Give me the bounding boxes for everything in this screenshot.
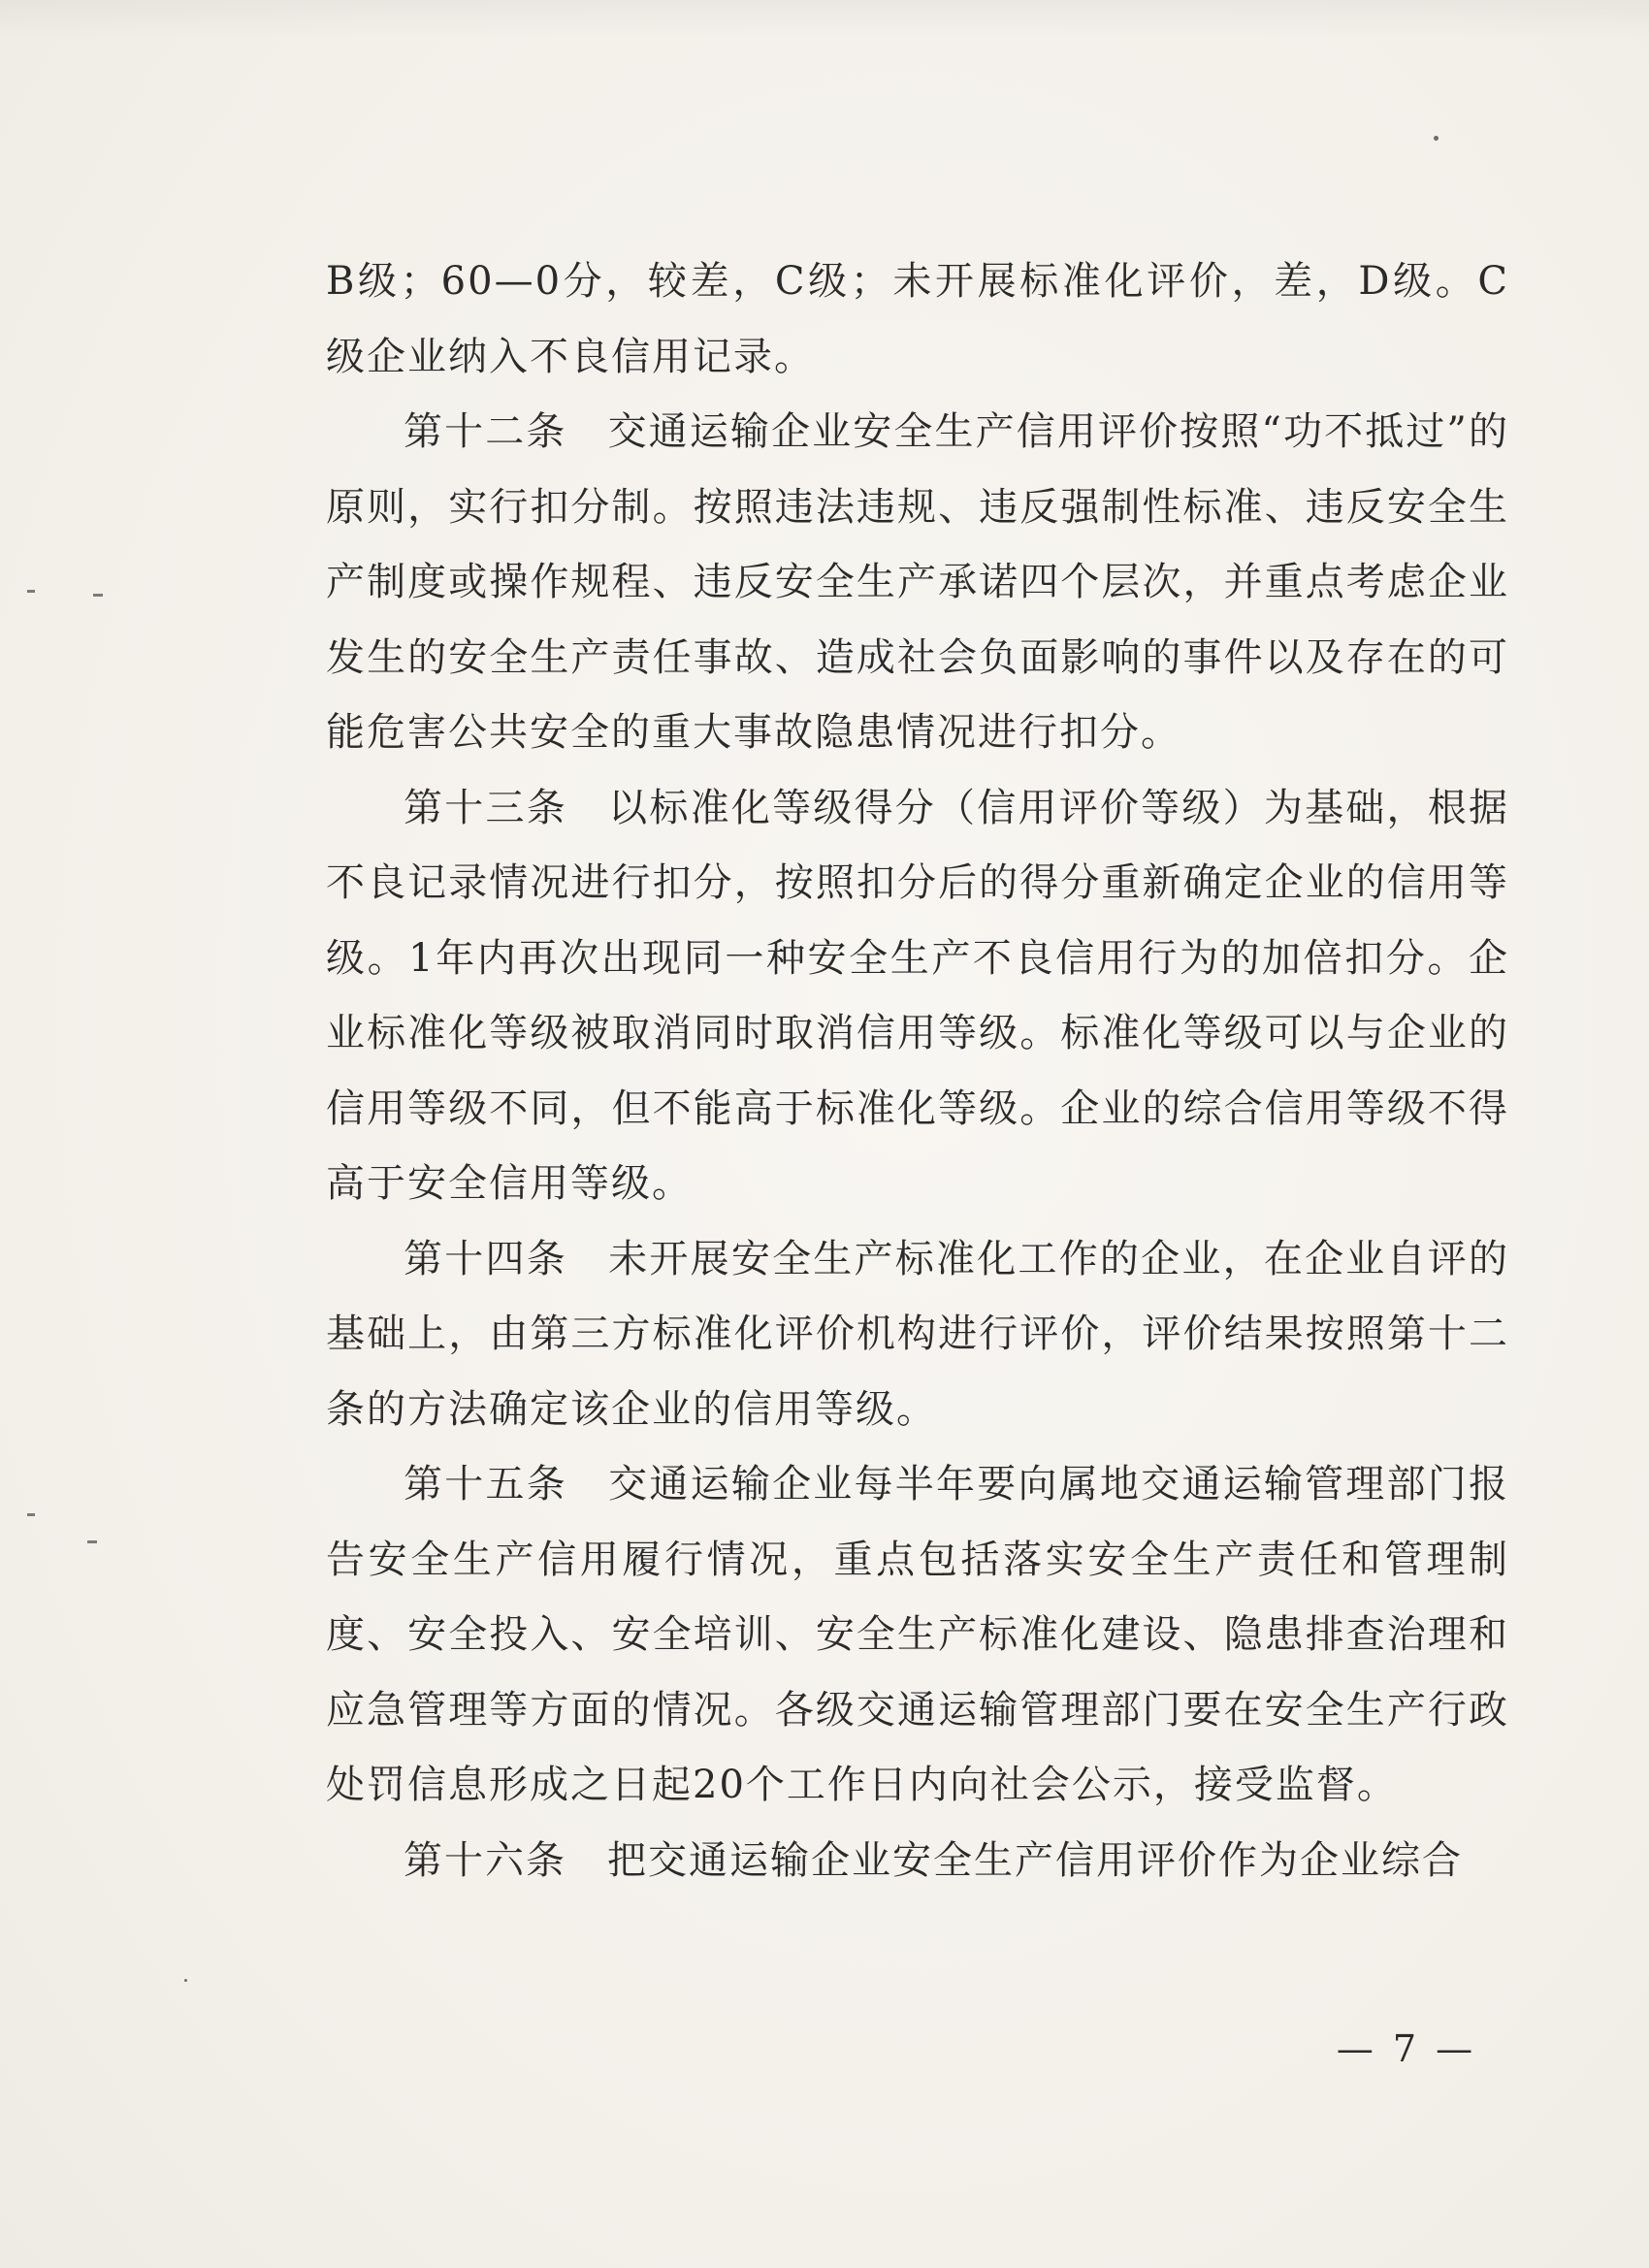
paragraph-continuation: B级；60—0分，较差，C级；未开展标准化评价，差，D级。C级企业纳入不良信用记录。 bbox=[326, 259, 1509, 379]
scan-shadow bbox=[0, 0, 1649, 39]
article-13: 第十三条 以标准化等级得分（信用评价等级）为基础，根据不良记录情况进行扣分，按照扣分后的得分重新确定企业的信用等级。1年内再次出现同一种安全生产不良信用行为的加倍扣分。企业标准化等级被取消同时取消信用等级。标准化等级可以与企业的信用等级不同，但不能高于标准化等级。企业的综合信用等级不得高于安全信用等级。 bbox=[326, 785, 1509, 1206]
scan-mark bbox=[27, 590, 35, 593]
page-number: — 7 — bbox=[1336, 2027, 1477, 2070]
scan-speck bbox=[1434, 136, 1439, 141]
article-16: 第十六条 把交通运输企业安全生产信用评价作为企业综合 bbox=[404, 1837, 1463, 1883]
scan-mark bbox=[87, 1540, 97, 1543]
article-12: 第十二条 交通运输企业安全生产信用评价按照“功不抵过”的原则，实行扣分制。按照违法违规、违反强制性标准、违反安全生产制度或操作规程、违反安全生产承诺四个层次，并重点考虑企业发生的安全生产责任事故、造成社会负面影响的事件以及存在的可能危害公共安全的重大事故隐患情况进行扣分。 bbox=[326, 409, 1509, 755]
scan-mark bbox=[93, 594, 103, 597]
scan-speck bbox=[184, 1979, 187, 1982]
article-15: 第十五条 交通运输企业每半年要向属地交通运输管理部门报告安全生产信用履行情况，重点包括落实安全生产责任和管理制度、安全投入、安全培训、安全生产标准化建设、隐患排查治理和应急管理等方面的情况。各级交通运输管理部门要在安全生产行政处罚信息形成之日起20个工作日内向社会公示，接受监督。 bbox=[326, 1462, 1509, 1807]
document-body bbox=[326, 244, 1509, 1898]
scan-mark bbox=[27, 1513, 35, 1516]
article-14: 第十四条 未开展安全生产标准化工作的企业，在企业自评的基础上，由第三方标准化评价机构进行评价，评价结果按照第十二条的方法确定该企业的信用等级。 bbox=[326, 1236, 1509, 1432]
